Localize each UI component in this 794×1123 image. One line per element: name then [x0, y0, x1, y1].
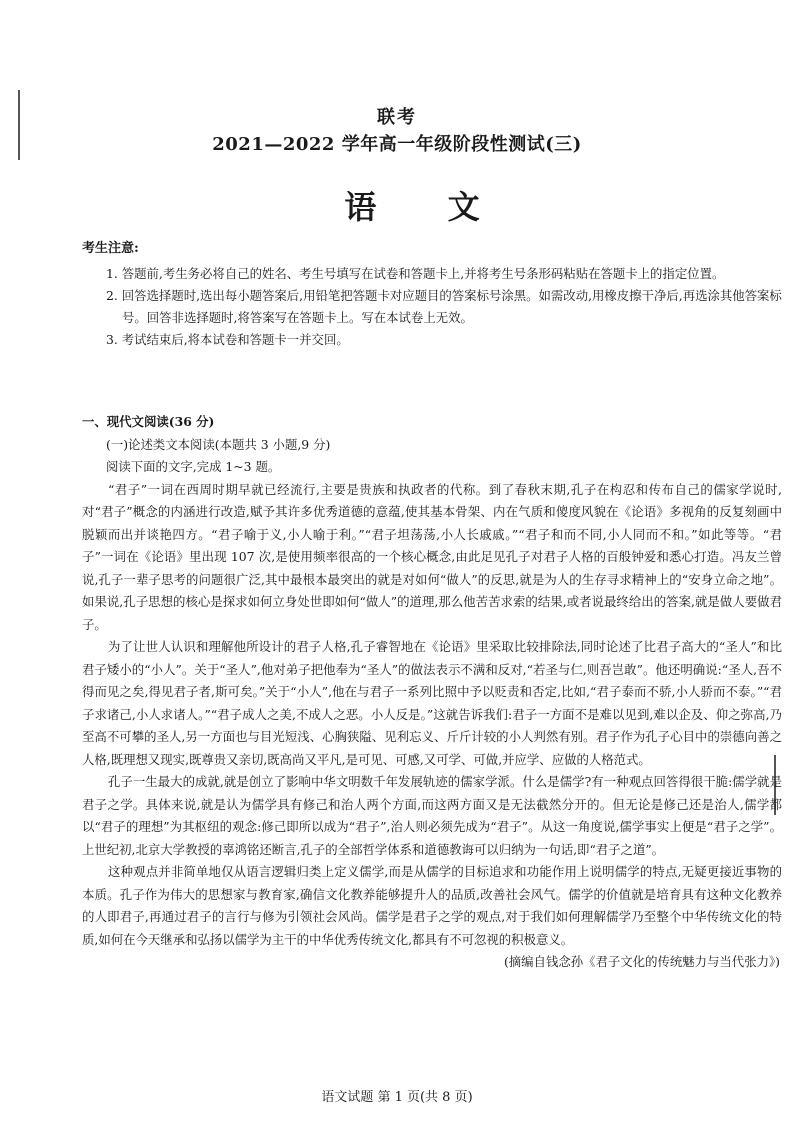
section-title: 一、现代文阅读(36 分) [82, 414, 215, 429]
candidate-notice [82, 238, 782, 351]
subsection-title: (一)论述类文本阅读(本题共 3 小题,9 分) [106, 436, 331, 452]
passage-paragraph: 为了让世人认识和理解他所设计的君子人格,孔子睿智地在《论语》里采取比较排除法,同时论述了比君子高大的“圣人”和比君子矮小的“小人”。关于“圣人”,他对弟子把他奉为“圣人”的做法表示不满和反对,“若圣与仁,则吾岂敢”。他还明确说:“圣人,吾不得而见之矣,得见君子者,斯可矣。”关于“小人”,他在与君子一系列比照中予以贬责和否定,比如,“君子泰而不骄,小人骄而不泰。”“君子求诸己,小人求诸人。”“君子成人之美,不成人之恶。小人反是。”这就告诉我们:君子一方面不是难以见到,难以企及、仰之弥高,乃至高不可攀的圣人,另一方面也与目光短浅、心胸狭隘、见利忘义、斤斤计较的小人判然有别。君子作为孔子心目中的崇德向善之人格,既理想又现实,既尊贵又亲切,既高尚又平凡,是可见、可感,又可学、可做,并应学、应做的人格范式。 [82, 639, 782, 767]
passage-paragraph: 这种观点并非简单地仅从语言逻辑归类上定义儒学,而是从儒学的目标追求和功能作用上说明儒学的特点,无疑更接近事物的本质。孔子作为伟大的思想家与教育家,确信文化教养能够提升人的品质,改善社会风气。儒学的价值就是培育具有这种文化教养的人即君子,再通过君子的言行与修为引领社会风尚。儒学是君子之学的观点,对于我们如何理解儒学乃至整个中华传统文化的特质,如何在今天继承和弘扬以儒学为主干的中华优秀传统文化,都具有不可忽视的积极意义。 [82, 864, 782, 947]
notice-item: 2. 回答选择题时,选出每小题答案后,用铅笔把答题卡对应题目的答案标号涂黑。如需改动,用橡皮擦干净后,再选涂其他答案标号。回答非选择题时,将答案写在答题卡上。写在本试卷上无效。 [106, 288, 782, 325]
page-footer: 语文试题 第 1 页(共 8 页) [321, 1090, 473, 1105]
passage-source: (摘编自钱念孙《君子文化的传统魅力与当代张力》) [503, 954, 780, 969]
notice-title: 考生注意: [82, 241, 139, 256]
passage-paragraph: 孔子一生最大的成就,就是创立了影响中华文明数千年发展轨迹的儒家学派。什么是儒学?有一种观点回答得很干脆:儒学就是君子之学。具体来说,就是认为儒学具有修己和治人两个方面,而这两方面又是无法截然分开的。但无论是修己还是治人,儒学都以“君子的理想”为其枢纽的观念:修己即所以成为“君子”,治人则必须先成为“君子”。从这一角度说,儒学事实上便是“君子之学”。上世纪初,北京大学教授的辜鸿铭还断言,孔子的全部哲学体系和道德教诲可以归纳为一句话,即“君子之道”。 [82, 774, 782, 857]
subject-title: 语 文 [344, 188, 510, 226]
exam-title: 2021—2022 学年高一年级阶段性测试(三) [212, 134, 582, 155]
reading-instruction: 阅读下面的文字,完成 1~3 题。 [106, 459, 281, 474]
reading-section [82, 411, 782, 974]
notice-item: 3. 考试结束后,将本试卷和答题卡一并交回。 [106, 332, 349, 347]
passage-paragraph: “君子”一词在西周时期早就已经流行,主要是贵族和执政者的代称。到了春秋末期,孔子在构忍和传布自己的儒家学说时,对“君子”概念的内涵进行改造,赋予其许多优秀道德的意蕴,使其基本骨架、内在气质和傻度风貌在《论语》多视角的反复刻画中脱颖而出并谈艳四方。“君子喻于义,小人喻于利。”“君子坦荡荡,小人长戚戚。”“君子和而不同,小人同而不和。”如此等等。“君子”一词在《论语》里出现 107 次,是使用频率很高的一个核心概念,由此足见孔子对君子人格的百般钟爱和悉心打造。冯友兰曾说,孔子一辈子思考的问题很广泛,其中最根本最突出的就是对如何“做人”的反思,就是为人的生存寻求精神上的“安身立命之地”。如果说,孔子思想的核心是探求如何立身处世即如何“做人”的道理,那么他苦苦求索的结果,或者说最终给出的答案,就是做人要做君子。 [82, 481, 782, 632]
notice-item: 1. 答题前,考生务必将自己的姓名、考生号填写在试卷和答题卡上,并将考生号条形码粘贴在答题卡上的指定位置。 [106, 266, 725, 281]
exam-org: 联考 [377, 107, 417, 128]
